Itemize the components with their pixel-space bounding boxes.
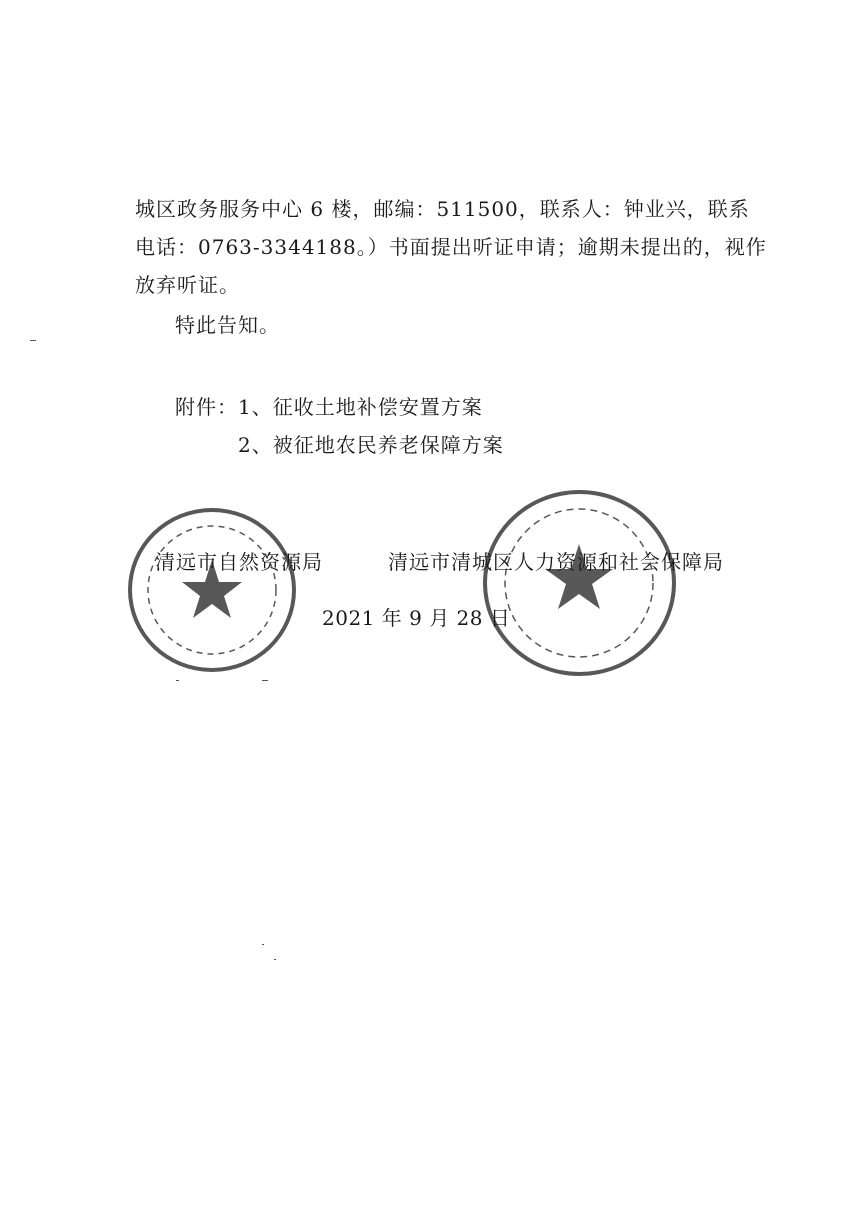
scan-speck <box>262 680 268 681</box>
attachment-item-2: 2、被征地农民养老保障方案 <box>238 433 504 457</box>
scan-speck <box>274 959 276 960</box>
signature-org-1: 清远市自然资源局 <box>155 550 323 574</box>
scan-speck <box>176 680 179 681</box>
official-seal-2 <box>483 490 676 676</box>
attachments-label: 附件： <box>175 395 238 419</box>
notice-closing: 特此告知。 <box>175 313 280 337</box>
seal-2-star-icon <box>487 494 672 672</box>
seal-1-star-icon <box>132 512 292 668</box>
scan-speck <box>30 340 36 341</box>
body-line-1: 城区政务服务中心 6 楼，邮编：511500，联系人：钟业兴，联系 <box>135 197 750 221</box>
signature-date: 2021 年 9 月 28 日 <box>322 606 511 630</box>
signature-org-2: 清远市清城区人力资源和社会保障局 <box>388 550 724 574</box>
body-line-3: 放弃听证。 <box>135 273 240 297</box>
official-seal-1 <box>128 508 296 672</box>
scan-speck <box>262 944 264 945</box>
attachment-item-1: 1、征收土地补偿安置方案 <box>238 395 483 419</box>
body-line-2: 电话：0763-3344188。）书面提出听证申请；逾期未提出的，视作 <box>135 235 767 259</box>
